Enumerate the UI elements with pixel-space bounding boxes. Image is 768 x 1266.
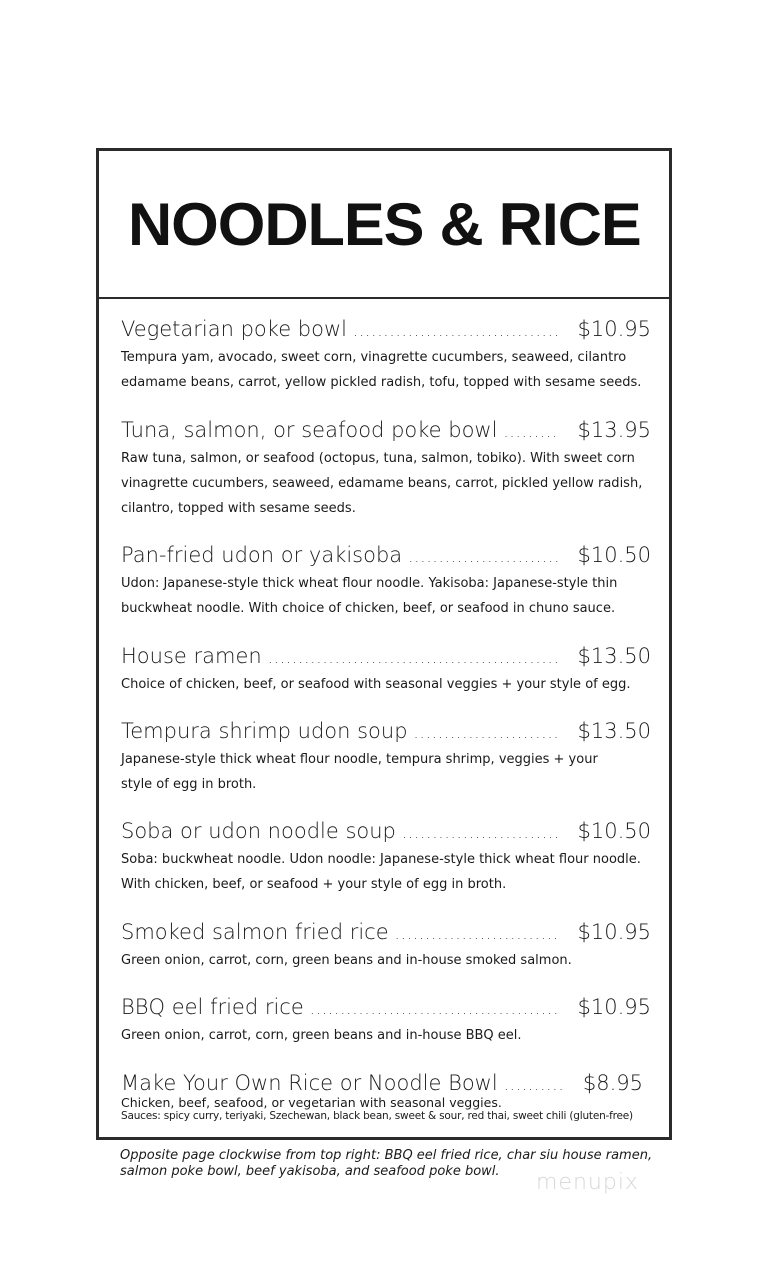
desc-line: With chicken, beef, or seafood + your style of egg in broth. xyxy=(121,877,507,892)
item-name: Tempura shrimp udon soup xyxy=(121,719,408,743)
caption-line: Opposite page clockwise from top right: BBQ eel fried rice, char siu house ramen, xyxy=(120,1148,653,1163)
item-description xyxy=(121,345,651,395)
desc-line: Choice of chicken, beef, or seafood with seasonal veggies + your style of egg. xyxy=(121,677,631,692)
desc-line: vinagrette cucumbers, seaweed, edamame beans, carrot, pickled yellow radish, xyxy=(121,476,643,491)
dot-leader xyxy=(353,321,560,340)
desc-line: edamame beans, carrot, yellow pickled radish, tofu, topped with sesame seeds. xyxy=(121,375,642,390)
desc-line: Udon: Japanese-style thick wheat flour noodle. Yakisoba: Japanese-style thin xyxy=(121,576,618,591)
dot-leader xyxy=(504,1075,565,1094)
menu-item-house-ramen xyxy=(121,644,651,697)
item-name: House ramen xyxy=(121,644,262,668)
item-price: $13.50 xyxy=(577,719,651,743)
item-description xyxy=(121,1023,651,1048)
dot-leader xyxy=(310,999,560,1018)
item-name: Pan-fried udon or yakisoba xyxy=(121,543,403,567)
menu-item-bbq-eel-fried-rice xyxy=(121,995,651,1048)
item-name: Vegetarian poke bowl xyxy=(121,317,347,341)
desc-line: buckwheat noodle. With choice of chicken, beef, or seafood in chuno sauce. xyxy=(121,601,616,616)
menu-frame xyxy=(96,148,672,1140)
desc-line: Soba: buckwheat noodle. Udon noodle: Japanese-style thick wheat flour noodle. xyxy=(121,852,641,867)
dot-leader xyxy=(408,547,559,566)
desc-line: Japanese-style thick wheat flour noodle, tempura shrimp, veggies + your xyxy=(121,752,598,767)
item-name: BBQ eel fried rice xyxy=(121,995,304,1019)
menu-item-vegetarian-poke-bowl xyxy=(121,317,651,395)
dot-leader xyxy=(268,648,560,667)
menu-item-make-your-own-bowl xyxy=(121,1071,669,1123)
item-price: $10.95 xyxy=(577,317,651,341)
item-description xyxy=(121,847,651,897)
item-price: $13.95 xyxy=(577,418,651,442)
item-name: Tuna, salmon, or seafood poke bowl xyxy=(121,418,498,442)
dot-leader xyxy=(503,422,559,441)
item-description: Chicken, beef, seafood, or vegetarian with seasonal veggies. xyxy=(121,1095,502,1110)
menu-item-smoked-salmon-fried-rice xyxy=(121,920,651,973)
item-description xyxy=(121,446,651,521)
item-name: Soba or udon noodle soup xyxy=(121,819,396,843)
item-name: Make Your Own Rice or Noodle Bowl xyxy=(121,1071,498,1095)
menu-item-pan-fried-udon-yakisoba xyxy=(121,543,651,621)
desc-line: Tempura yam, avocado, sweet corn, vinagrette cucumbers, seaweed, cilantro xyxy=(121,350,627,365)
item-price: $10.95 xyxy=(577,995,651,1019)
menu-item-tempura-shrimp-udon-soup xyxy=(121,719,651,797)
caption-line: salmon poke bowl, beef yakisoba, and seafood poke bowl. xyxy=(120,1164,500,1179)
menu-item-tuna-salmon-seafood-poke-bowl xyxy=(121,418,651,521)
dot-leader xyxy=(414,723,560,742)
title-box xyxy=(99,151,669,299)
dot-leader xyxy=(402,823,560,842)
item-description xyxy=(121,672,651,697)
item-price: $8.95 xyxy=(582,1071,643,1095)
menu-item-soba-udon-noodle-soup xyxy=(121,819,651,897)
desc-line: Green onion, carrot, corn, green beans and in-house smoked salmon. xyxy=(121,953,572,968)
item-description xyxy=(121,948,651,973)
item-description xyxy=(121,747,651,797)
item-name: Smoked salmon fried rice xyxy=(121,920,389,944)
page-title: NOODLES & RICE xyxy=(127,190,641,258)
desc-line: style of egg in broth. xyxy=(121,777,257,792)
item-price: $10.95 xyxy=(577,920,651,944)
sauces-list: Sauces: spicy curry, teriyaki, Szechewan, black bean, sweet & sour, red thai, sweet chili (gluten-free) xyxy=(121,1110,633,1122)
desc-line: cilantro, topped with sesame seeds. xyxy=(121,501,356,516)
item-price: $10.50 xyxy=(577,819,651,843)
item-price: $13.50 xyxy=(577,644,651,668)
item-description xyxy=(121,571,651,621)
desc-line: Raw tuna, salmon, or seafood (octopus, tuna, salmon, tobiko). With sweet corn xyxy=(121,451,635,466)
dot-leader xyxy=(395,924,560,943)
desc-line: Green onion, carrot, corn, green beans and in-house BBQ eel. xyxy=(121,1028,522,1043)
watermark-logo: menupix xyxy=(536,1170,639,1195)
item-price: $10.50 xyxy=(577,543,651,567)
